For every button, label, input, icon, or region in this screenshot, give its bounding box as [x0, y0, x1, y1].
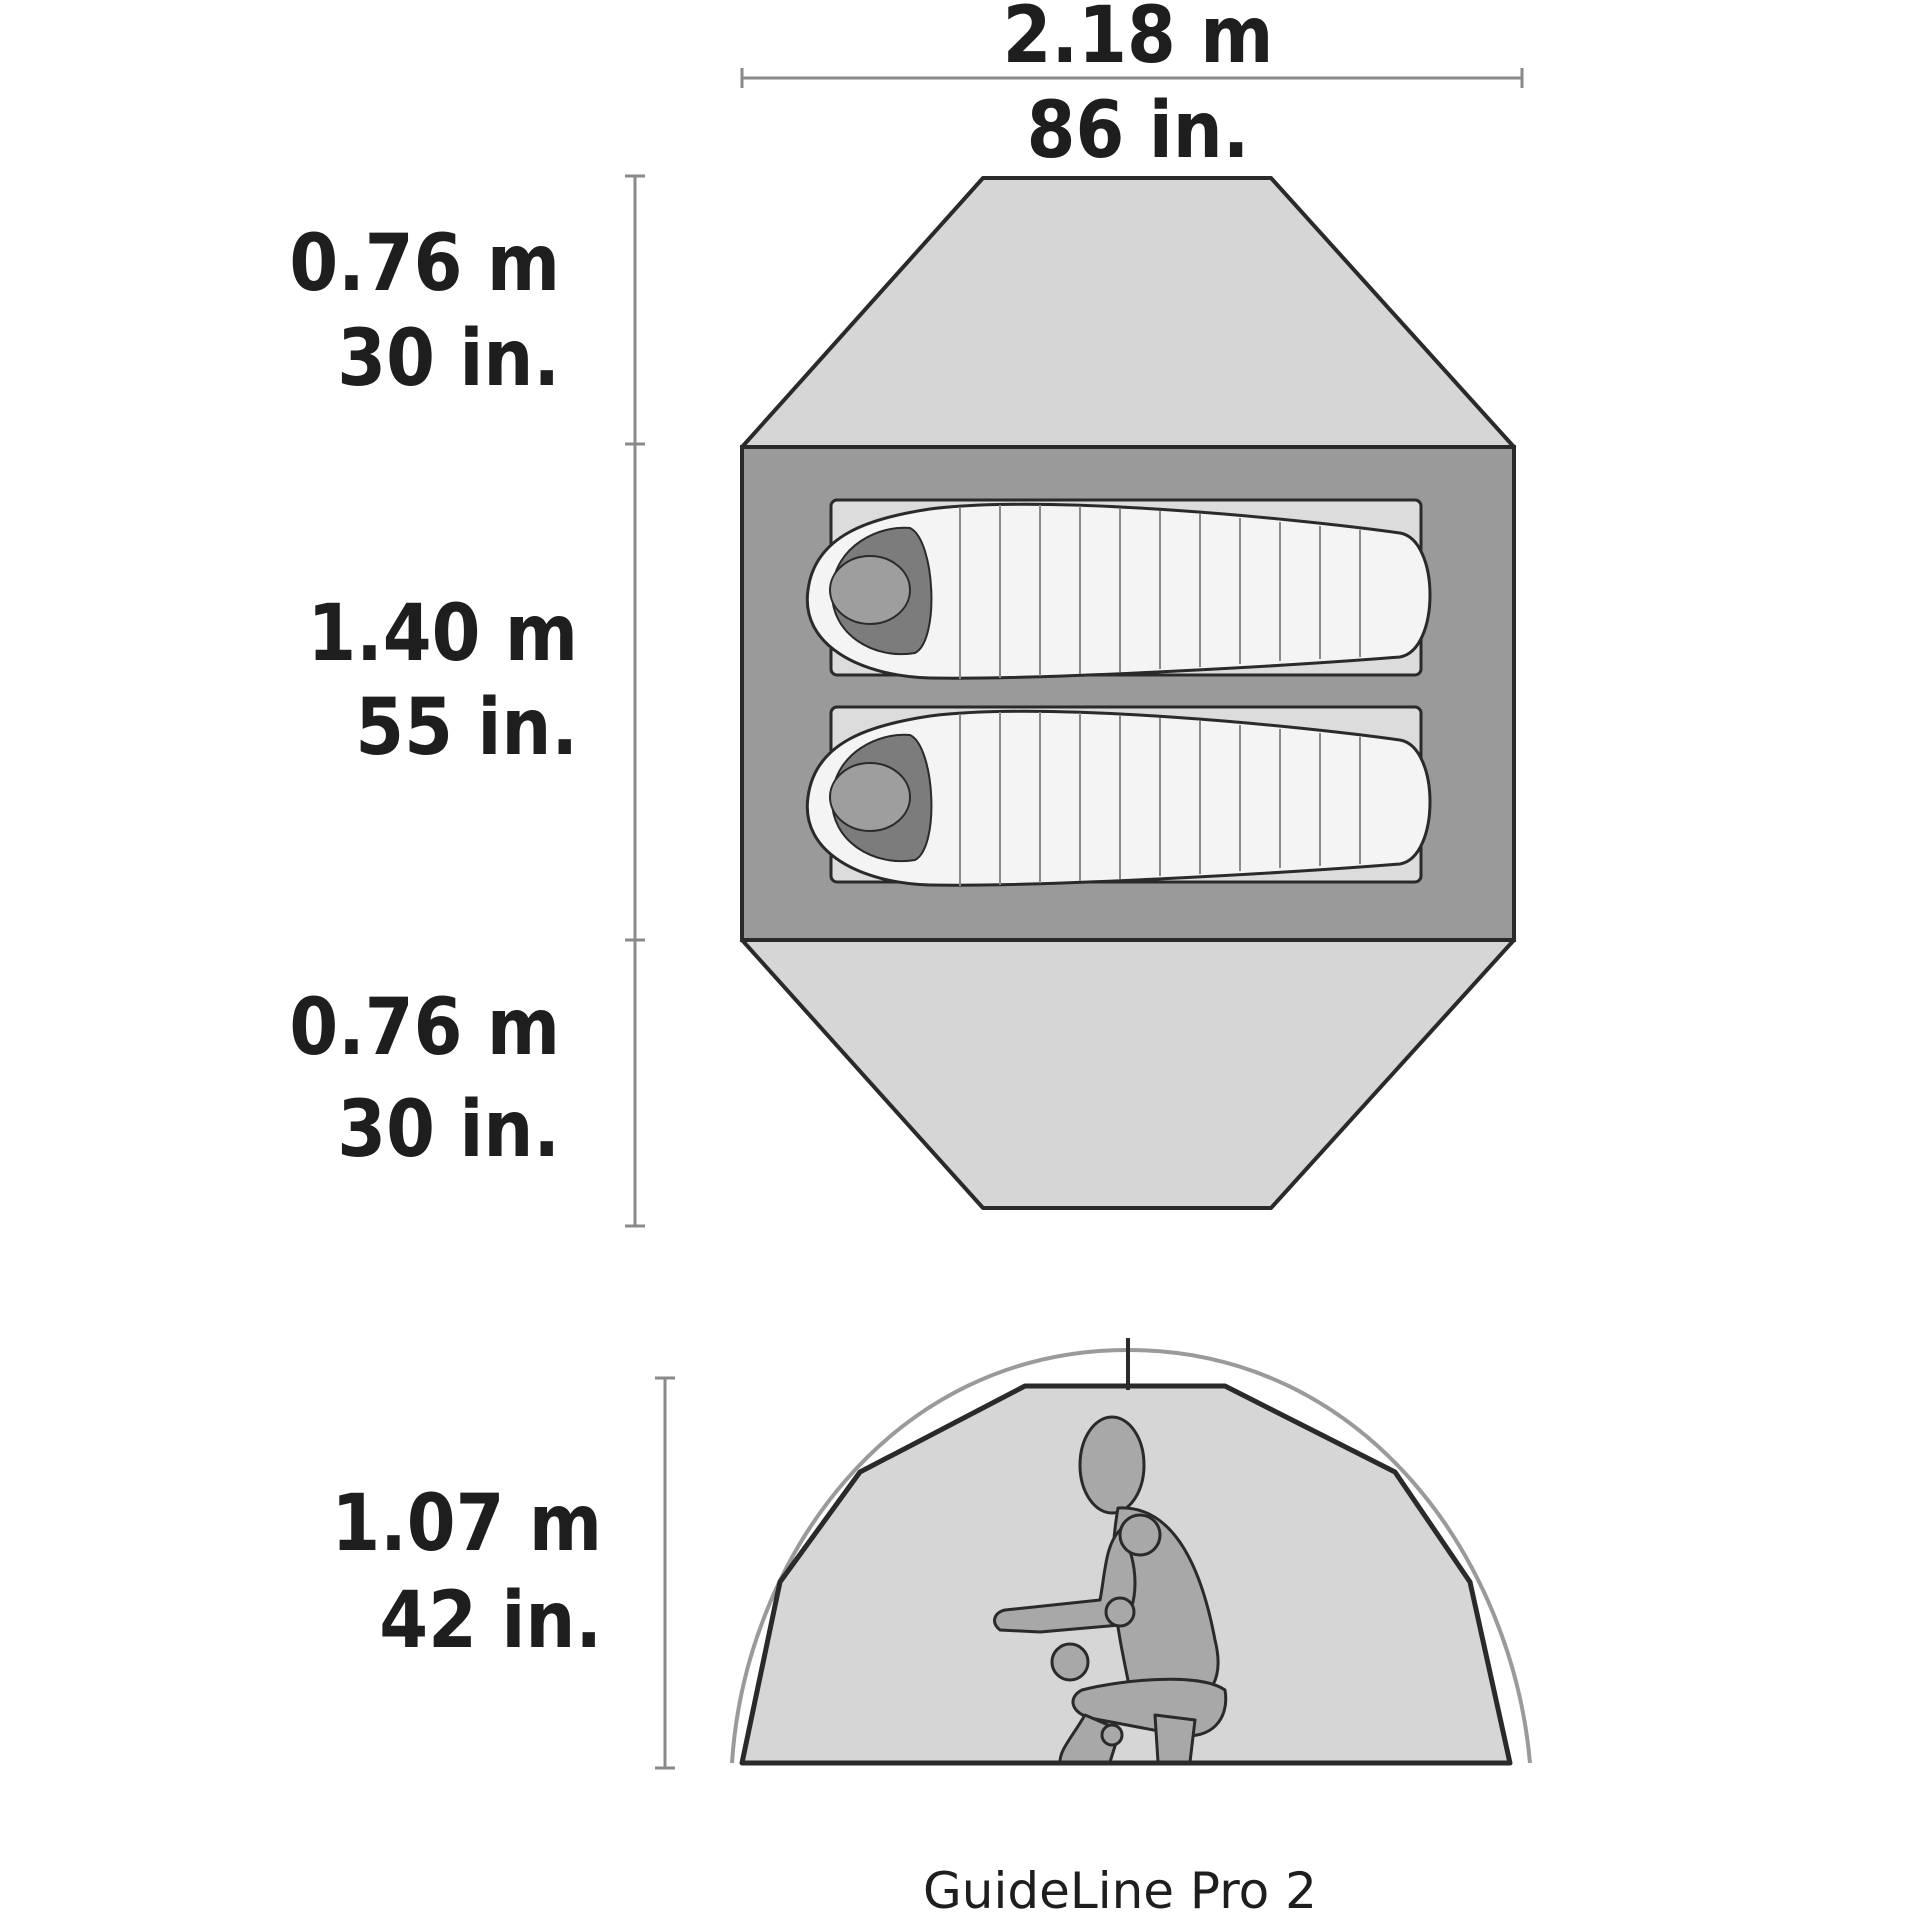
- product-name-caption: GuideLine Pro 2: [923, 1862, 1317, 1920]
- width-metric-label: 2.18 m: [1002, 0, 1274, 81]
- vestibule-bottom-imperial-label: 30 in.: [337, 1085, 560, 1175]
- tent-side-profile: [732, 1338, 1530, 1763]
- floor-depth-metric-label: 1.40 m: [307, 589, 578, 679]
- tent-floor-plan: [742, 178, 1514, 1208]
- vestibule-top-metric-label: 0.76 m: [289, 219, 560, 309]
- height-dimension: [655, 1378, 675, 1768]
- vestibule-top-imperial-label: 30 in.: [337, 314, 560, 404]
- sleeping-bag: [807, 504, 1430, 679]
- height-metric-label: 1.07 m: [331, 1479, 602, 1569]
- depth-dimension-line: [625, 176, 645, 1226]
- vestibule-bottom-metric-label: 0.76 m: [289, 983, 560, 1073]
- width-imperial-label: 86 in.: [1026, 86, 1250, 176]
- width-dimension: [742, 0, 1522, 176]
- vestibule-bottom: [742, 940, 1514, 1208]
- floor-depth-imperial-label: 55 in.: [355, 683, 578, 773]
- vestibule-top: [742, 178, 1514, 447]
- sleeping-bag: [807, 711, 1430, 886]
- height-imperial-label: 42 in.: [379, 1576, 602, 1666]
